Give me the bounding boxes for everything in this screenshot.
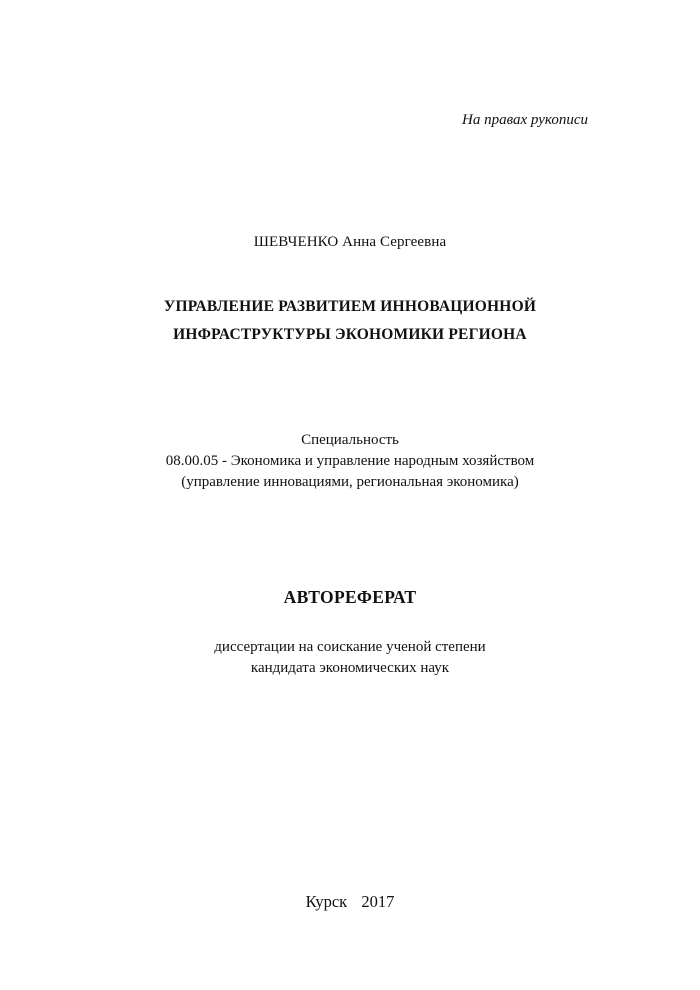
specialty-label: Специальность <box>301 432 399 448</box>
author-name: ШЕВЧЕНКО Анна Сергеевна <box>253 234 447 250</box>
place-and-year: Курск 2017 <box>305 892 395 911</box>
specialty-code-name: 08.00.05 - Экономика и управление народным хозяйством <box>165 453 535 469</box>
degree-purpose-line-2: кандидата экономических наук <box>250 660 450 676</box>
manuscript-rights-note: На правах рукописи <box>462 112 588 128</box>
document-type-heading: АВТОРЕФЕРАТ <box>283 587 417 607</box>
degree-purpose-line-1: диссертации на соискание ученой степени <box>214 639 486 655</box>
dissertation-title-line-2: ИНФРАСТРУКТУРЫ ЭКОНОМИКИ РЕГИОНА <box>173 326 527 343</box>
specialty-detail: (управление инновациями, региональная экономика) <box>181 474 519 490</box>
dissertation-title-line-1: УПРАВЛЕНИЕ РАЗВИТИЕМ ИННОВАЦИОННОЙ <box>163 298 537 315</box>
